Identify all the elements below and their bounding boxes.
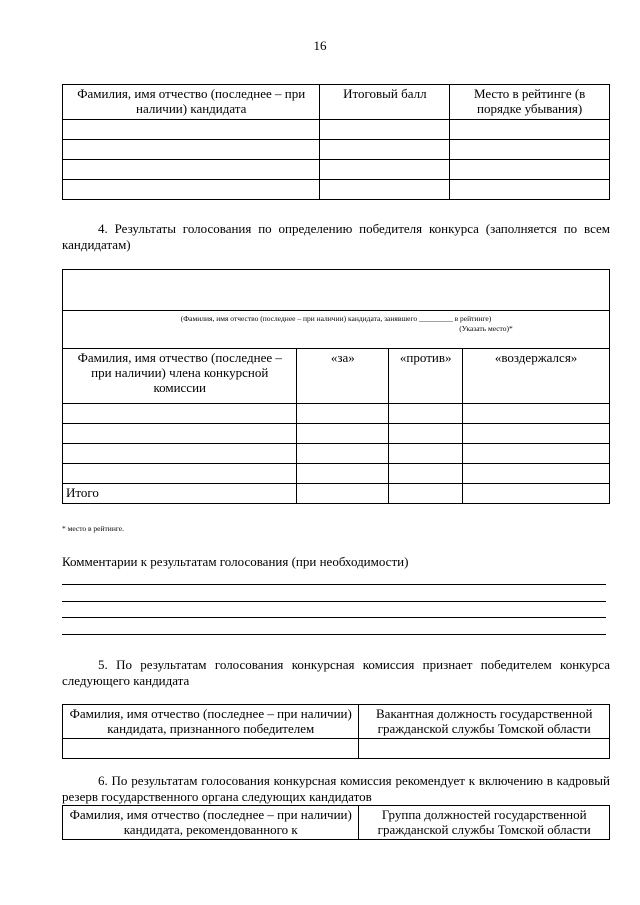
header-vacant-position: Вакантная должность государственной гражданской службы Томской области bbox=[359, 705, 610, 739]
table-row bbox=[63, 424, 610, 444]
total-label: Итого bbox=[63, 484, 297, 504]
header-abstained: «воздержался» bbox=[463, 349, 610, 404]
comment-line[interactable] bbox=[62, 617, 606, 618]
comment-line[interactable] bbox=[62, 584, 606, 585]
total-row bbox=[63, 484, 610, 504]
rating-table bbox=[62, 84, 610, 200]
section5-paragraph: 5. По результатам голосования конкурсная комиссия признает победителем конкурса следующего кандидата bbox=[62, 657, 610, 688]
header-rating-place: Место в рейтинге (в порядке убывания) bbox=[450, 85, 610, 120]
header-recommended-candidate: Фамилия, имя отчество (последнее – при наличии) кандидата, рекомендованного к bbox=[63, 806, 359, 840]
table-row bbox=[63, 404, 610, 424]
header-candidate-name: Фамилия, имя отчество (последнее – при наличии) кандидата bbox=[63, 85, 320, 120]
table-row bbox=[63, 739, 610, 759]
header-total-score: Итоговый балл bbox=[320, 85, 450, 120]
section6-paragraph: 6. По результатам голосования конкурсная комиссия рекомендует к включению в кадровый резерв государственного органа следующих кандидатов bbox=[62, 773, 610, 804]
winner-table bbox=[62, 704, 610, 759]
comments-label: Комментарии к результатам голосования (при необходимости) bbox=[62, 554, 409, 569]
header-position-group: Группа должностей государственной гражданской службы Томской области bbox=[359, 806, 610, 840]
table-row bbox=[63, 140, 610, 160]
table-row bbox=[63, 180, 610, 200]
section4-paragraph: 4. Результаты голосования по определению победителя конкурса (заполняется по всем кандидатам) bbox=[62, 221, 610, 252]
winner-caption: (Фамилия, имя отчество (последнее – при наличии) кандидата, занявшего _________ в рейтинге) (Указать место)* bbox=[63, 311, 610, 349]
table-row bbox=[63, 120, 610, 140]
voting-table bbox=[62, 269, 610, 504]
comment-line[interactable] bbox=[62, 601, 606, 602]
table-row bbox=[63, 444, 610, 464]
header-member-name: Фамилия, имя отчество (последнее – при наличии) члена конкурсной комиссии bbox=[63, 349, 297, 404]
winner-name-field[interactable] bbox=[63, 270, 610, 311]
page-number: 16 bbox=[313, 38, 327, 53]
reserve-table bbox=[62, 805, 610, 840]
footnote: * место в рейтинге. bbox=[62, 524, 125, 533]
header-winner-name: Фамилия, имя отчество (последнее – при наличии) кандидата, признанного победителем bbox=[63, 705, 359, 739]
comment-line[interactable] bbox=[62, 634, 606, 635]
header-for: «за» bbox=[297, 349, 389, 404]
table-row bbox=[63, 464, 610, 484]
header-against: «против» bbox=[389, 349, 463, 404]
table-row bbox=[63, 160, 610, 180]
